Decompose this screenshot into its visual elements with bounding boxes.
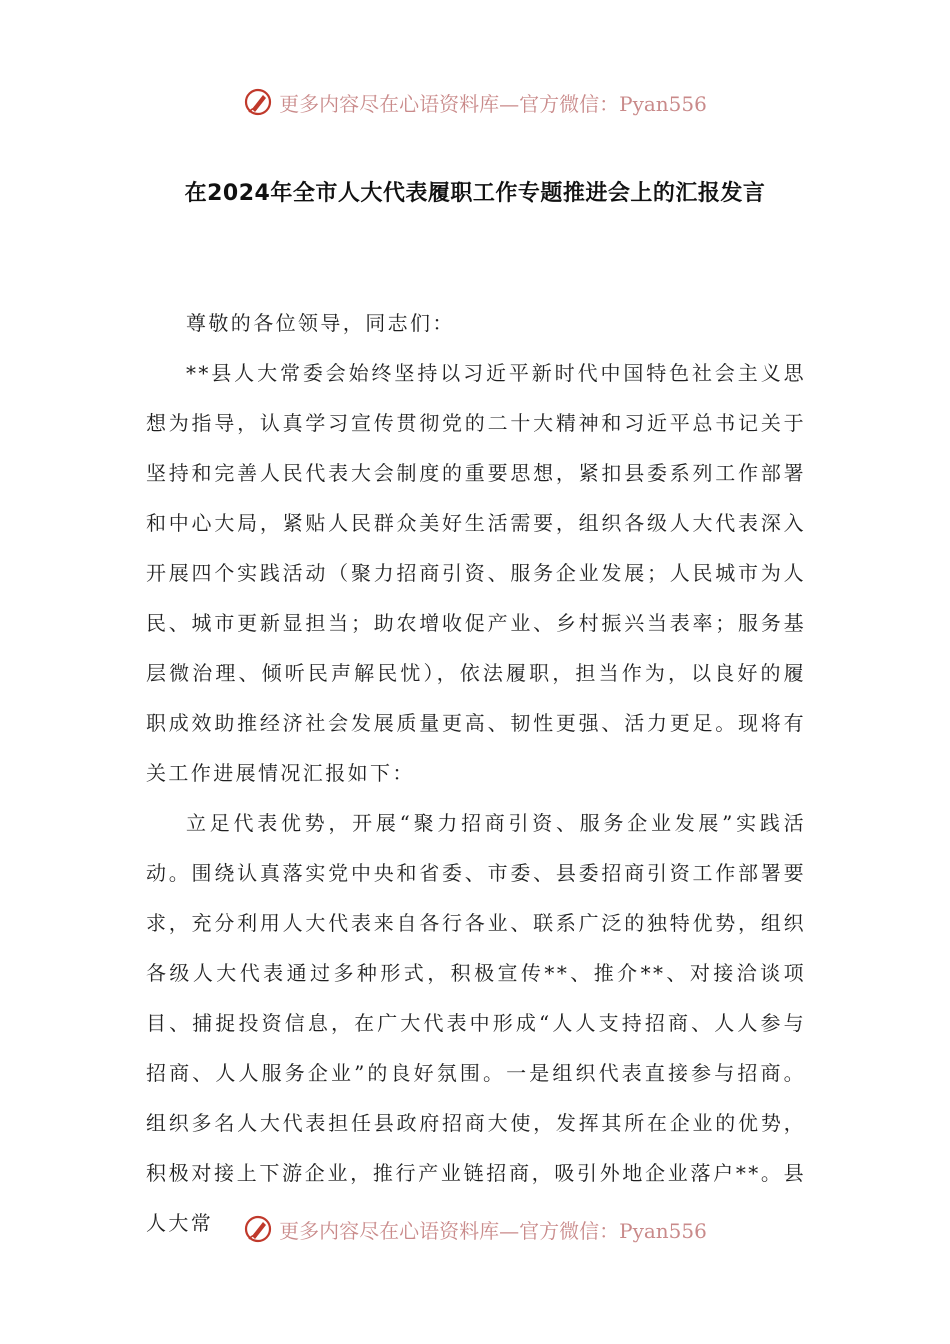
footer-banner [0, 1209, 950, 1249]
footer-banner-text: 更多内容尽在心语资料库—官方微信：Pyan556 [279, 1218, 707, 1243]
intro-paragraph: **县人大常委会始终坚持以习近平新时代中国特色社会主义思想为指导，认真学习宣传贯彻党的二十大精神和习近平总书记关于坚持和完善人民代表大会制度的重要思想，紧扣县委系列工作部署和中心大局，紧贴人民群众美好生活需要，组织各级人大代表深入开展四个实践活动（聚力招商引资、服务企业发展；人民城市为人民、城市更新显担当；助农增收促产业、乡村振兴当表率；服务基层微治理、倾听民声解民忧），依法履职，担当作为，以良好的履职成效助推经济社会发展质量更高、韧性更强、活力更足。现将有关工作进展情况汇报如下： [146, 361, 806, 785]
document-body [146, 298, 806, 1248]
document-title: 在2024年全市人大代表履职工作专题推进会上的汇报发言 [184, 181, 766, 206]
salutation-paragraph: 尊敬的各位领导，同志们： [186, 311, 455, 335]
section-paragraph: 立足代表优势，开展“聚力招商引资、服务企业发展”实践活动。围绕认真落实党中央和省委、市委、县委招商引资工作部署要求，充分利用人大代表来自各行各业、联系广泛的独特优势，组织各级人大代表通过多种形式，积极宣传**、推介**、对接洽谈项目、捕捉投资信息，在广大代表中形成“人人支持招商、人人参与招商、人人服务企业”的良好氛围。一是组织代表直接参与招商。组织多名人大代表担任县政府招商大使，发挥其所在企业的优势，积极对接上下游企业，推行产业链招商，吸引外地企业落户**。县人大常 [146, 811, 806, 1235]
pen-logo-icon [243, 1214, 273, 1244]
header-banner-text: 更多内容尽在心语资料库—官方微信：Pyan556 [279, 91, 707, 116]
pen-logo-icon [243, 87, 273, 117]
header-banner [0, 82, 950, 122]
